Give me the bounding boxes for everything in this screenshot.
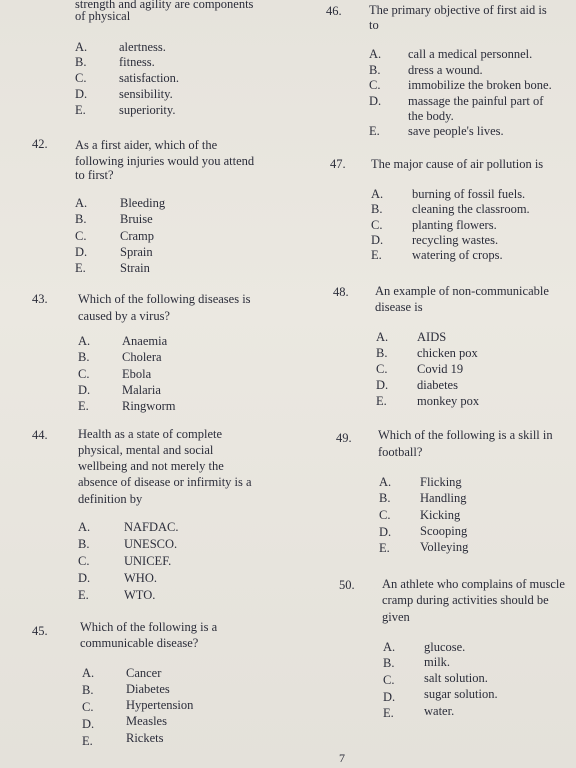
option-text: Measles	[126, 714, 167, 728]
option-text: diabetes	[417, 378, 458, 392]
option-letter: E.	[75, 103, 86, 117]
options-list	[376, 330, 576, 412]
option-text: glucose.	[424, 640, 466, 654]
option-letter: D.	[376, 378, 389, 392]
option-text: salt solution.	[424, 671, 488, 685]
options-list	[383, 640, 573, 724]
options-list	[78, 334, 278, 416]
question-number: 49.	[336, 431, 352, 445]
option-text: the body.	[408, 109, 454, 123]
options-list	[371, 187, 571, 267]
option-letter: C.	[371, 218, 383, 232]
option-text: monkey pox	[417, 394, 480, 408]
option-text: Cancer	[126, 666, 162, 680]
option-text: alertness.	[119, 40, 166, 54]
option-letter: C.	[383, 673, 395, 687]
option-letter: B.	[82, 683, 94, 697]
option-text: NAFDAC.	[124, 520, 179, 534]
option-text: Bruise	[120, 212, 153, 226]
option-letter: B.	[75, 212, 87, 226]
question-number: 48.	[333, 285, 349, 299]
stem-line: An example of non-communicable	[375, 284, 549, 298]
option-text: immobilize the broken bone.	[408, 78, 552, 92]
option-text: sugar solution.	[424, 687, 498, 701]
option-text: Kicking	[420, 508, 461, 522]
option-text: chicken pox	[417, 346, 478, 360]
stem-line: to first?	[75, 168, 114, 182]
option-text: burning of fossil fuels.	[412, 187, 526, 201]
option-text: Sprain	[120, 245, 153, 259]
stem-line: following injuries would you attend	[75, 154, 255, 168]
option-text: Volleying	[420, 540, 469, 554]
option-letter: A.	[78, 520, 91, 534]
option-text: UNESCO.	[124, 537, 178, 551]
stem-line: absence of disease or infirmity is a	[78, 475, 252, 489]
stem-line: strength and agility are components	[75, 0, 254, 11]
option-letter: B.	[371, 202, 383, 216]
option-letter: A.	[376, 330, 389, 344]
option-letter: A.	[78, 334, 91, 348]
option-letter: D.	[78, 383, 91, 397]
option-letter: C.	[78, 367, 90, 381]
option-text: recycling wastes.	[412, 233, 499, 247]
option-text: Ebola	[122, 367, 152, 381]
option-text: water.	[424, 704, 455, 718]
option-letter: C.	[379, 508, 391, 522]
option-letter: E.	[376, 394, 387, 408]
options-list	[75, 196, 275, 278]
option-text: Bleeding	[120, 196, 166, 210]
option-letter: E.	[379, 541, 390, 555]
option-letter: A.	[379, 475, 392, 489]
option-text: Covid 19	[417, 362, 464, 376]
stem-line: football?	[378, 445, 423, 459]
option-letter: E.	[78, 399, 89, 413]
option-text: superiority.	[119, 103, 176, 117]
option-letter: C.	[75, 229, 87, 243]
option-text: UNICEF.	[124, 554, 172, 568]
stem-line: Which of the following is a	[80, 620, 218, 634]
option-text: save people's lives.	[408, 124, 504, 138]
option-text: planting flowers.	[412, 218, 497, 232]
stem-line: Which of the following is a skill in	[378, 428, 553, 442]
question-number: 50.	[339, 578, 355, 592]
options-list	[379, 475, 574, 559]
option-letter: B.	[369, 63, 381, 77]
option-text: Diabetes	[126, 682, 170, 696]
option-text: cleaning the classroom.	[412, 202, 530, 216]
option-letter: D.	[383, 690, 396, 704]
option-text: Ringworm	[122, 399, 176, 413]
option-letter: A.	[383, 640, 396, 654]
stem-line: Health as a state of complete	[78, 427, 223, 441]
option-letter: C.	[82, 700, 94, 714]
option-letter: A.	[75, 196, 88, 210]
option-text: Rickets	[126, 731, 164, 745]
question-number: 47.	[330, 157, 346, 171]
option-text: Scooping	[420, 524, 468, 538]
option-text: AIDS	[417, 330, 447, 344]
option-letter: B.	[379, 491, 391, 505]
option-letter: D.	[78, 571, 91, 585]
option-letter: A.	[369, 47, 382, 61]
option-text: Anaemia	[122, 334, 168, 348]
stem-line: As a first aider, which of the	[75, 138, 218, 152]
option-text: dress a wound.	[408, 63, 483, 77]
stem-line: to	[369, 18, 379, 32]
option-letter: B.	[383, 656, 395, 670]
option-letter: A.	[371, 187, 384, 201]
stem-line: communicable disease?	[80, 636, 199, 650]
options-list	[82, 666, 282, 750]
options-list	[78, 520, 278, 604]
option-text: call a medical personnel.	[408, 47, 533, 61]
stem-line: Which of the following diseases is	[78, 292, 251, 306]
option-letter: E.	[371, 248, 382, 262]
option-letter: D.	[75, 245, 88, 259]
option-text: sensibility.	[119, 87, 173, 101]
question-number: 44.	[32, 428, 48, 442]
option-text: Handling	[420, 491, 467, 505]
stem-line: The primary objective of first aid is	[369, 3, 547, 17]
stem-line: definition by	[78, 492, 143, 506]
page-number: 7	[339, 751, 345, 765]
option-letter: E.	[82, 734, 93, 748]
question-number: 46.	[326, 4, 342, 18]
option-letter: B.	[75, 55, 87, 69]
option-letter: D.	[371, 233, 384, 247]
option-text: Strain	[120, 261, 150, 275]
option-letter: E.	[369, 124, 380, 138]
options-list	[75, 40, 275, 120]
option-letter: E.	[383, 706, 394, 720]
option-letter: B.	[78, 537, 90, 551]
option-text: Hypertension	[126, 698, 194, 712]
option-letter: D.	[82, 717, 95, 731]
option-text: satisfaction.	[119, 71, 180, 85]
option-letter: B.	[78, 350, 90, 364]
option-letter: C.	[369, 78, 381, 92]
option-text: massage the painful part of	[408, 94, 544, 108]
option-text: WHO.	[124, 571, 157, 585]
question-number: 42.	[32, 137, 48, 151]
option-letter: A.	[82, 666, 95, 680]
option-letter: A.	[75, 40, 88, 54]
option-letter: E.	[75, 261, 86, 275]
option-letter: C.	[376, 362, 388, 376]
question-number: 43.	[32, 292, 48, 306]
option-letter: B.	[376, 346, 388, 360]
question-number: 45.	[32, 624, 48, 638]
stem-line: of physical	[75, 9, 131, 23]
option-text: WTO.	[124, 588, 156, 602]
stem-line: caused by a virus?	[78, 309, 170, 323]
stem-line: wellbeing and not merely the	[78, 459, 224, 473]
stem-line: physical, mental and social	[78, 443, 214, 457]
option-letter: C.	[78, 554, 90, 568]
stem-line: An athlete who complains of muscle	[382, 577, 565, 591]
option-text: Flicking	[420, 475, 462, 489]
option-text: Cholera	[122, 350, 162, 364]
stem-line: given	[382, 610, 410, 624]
option-letter: C.	[75, 71, 87, 85]
stem-line: cramp during activities should be	[382, 593, 549, 607]
option-letter: D.	[379, 525, 392, 539]
option-text: Cramp	[120, 229, 155, 243]
options-list	[369, 47, 574, 142]
option-letter: D.	[369, 94, 382, 108]
option-text: Malaria	[122, 383, 161, 397]
stem-line: The major cause of air pollution is	[371, 157, 544, 171]
option-text: watering of crops.	[412, 248, 503, 262]
option-letter: E.	[78, 588, 89, 602]
option-text: fitness.	[119, 55, 155, 69]
option-letter: D.	[75, 87, 88, 101]
option-text: milk.	[424, 655, 451, 669]
stem-line: disease is	[375, 300, 423, 314]
